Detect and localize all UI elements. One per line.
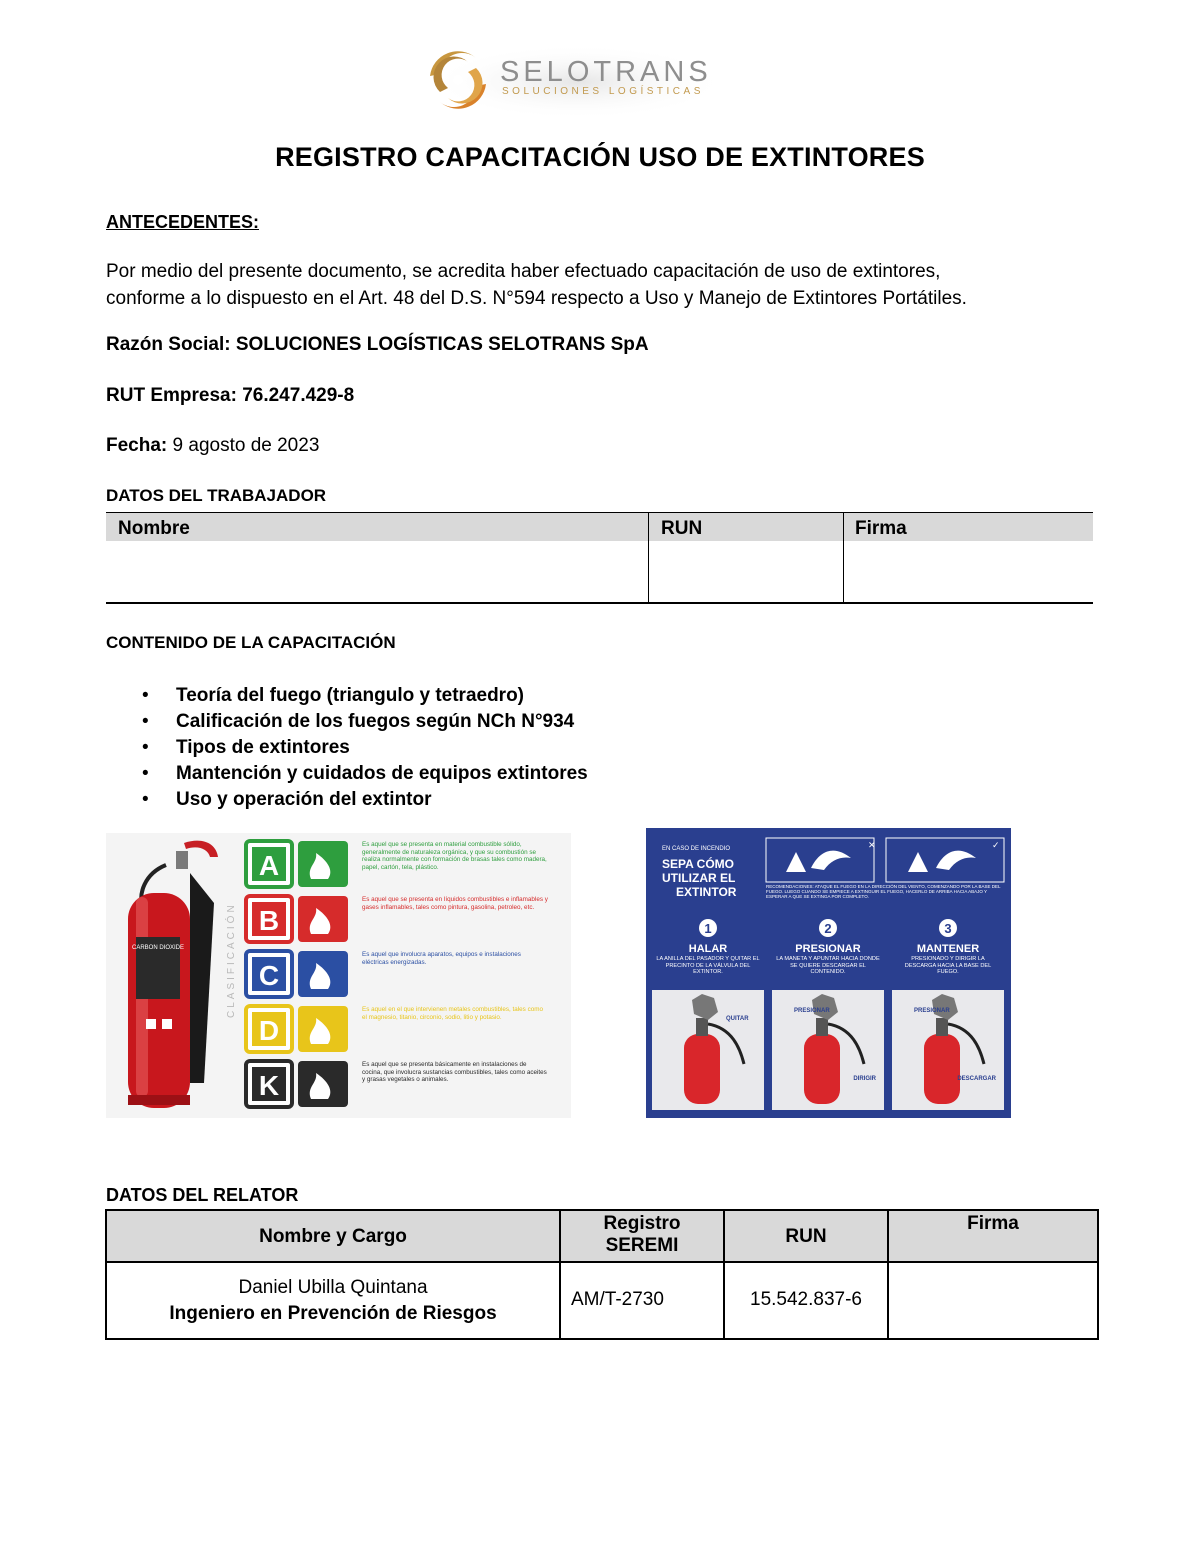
usage-top-small: EN CASO DE INCENDIO: [662, 846, 731, 852]
fire-class-letter: K: [258, 1070, 280, 1101]
fire-class-c: [246, 951, 548, 1001]
usage-title-line: UTILIZAR EL: [662, 871, 736, 885]
relator-registro: AM/T-2730: [571, 1289, 664, 1310]
table-bottom-border: [106, 602, 1093, 604]
contenido-list: [142, 683, 588, 813]
fire-class-letter: C: [258, 960, 280, 991]
extinguisher-icon: [924, 1034, 960, 1104]
usage-recommendation: RECOMENDACIONES: ATAQUE EL FUEGO EN LA DIRECCIÓN DEL VIENTO, COMENZANDO POR LA BASE DEL FUEGO. LUEGO CUANDO SE EMPIECE A EXTINGUIR EL FUEGO, HACERLO DE ARRIBA HACIA ABAJO Y ESPERAR A QUE SE EXTINGA POR COMPLETO.: [766, 884, 1001, 899]
usage-step-1: [652, 912, 764, 1110]
fire-classification-graphic: [106, 833, 571, 1118]
step-label: PRESIONAR: [794, 1008, 830, 1014]
logo-brand-text: SELOTRANS: [500, 56, 712, 88]
razon-social-value: SOLUCIONES LOGÍSTICAS SELOTRANS SpA: [235, 334, 649, 355]
col-header-run: RUN: [725, 1211, 887, 1262]
col-header-run: RUN: [649, 513, 843, 541]
fire-classification-image: [106, 833, 571, 1118]
list-item: • Tipos de extintores: [142, 735, 588, 761]
fecha-value: 9 agosto de 2023: [172, 435, 320, 456]
step-label: DIRIGIR: [853, 1076, 876, 1082]
usage-step-3: [892, 912, 1004, 1110]
col-header-registro: [561, 1211, 723, 1262]
usage-title-line: EXTINTOR: [676, 885, 737, 899]
usage-graphic: [646, 828, 1011, 1118]
fire-class-letter: B: [258, 905, 280, 936]
check-icon: ✓: [992, 840, 1000, 850]
step-number: 1: [704, 921, 712, 936]
rut-empresa-value: 76.247.429-8: [242, 385, 355, 406]
fecha-label: Fecha:: [106, 435, 168, 456]
worker-table: [106, 512, 1093, 604]
datos-relator-heading: DATOS DEL RELATOR: [106, 1185, 299, 1205]
fire-class-letter: D: [258, 1015, 280, 1046]
extinguisher-icon: [684, 1034, 720, 1104]
step-label: DESCARGAR: [957, 1076, 996, 1082]
paragraph-line-1: Por medio del presente documento, se acredita haber efectuado capacitación de uso de extintores,: [106, 261, 941, 282]
step-description: LA MANETA Y APUNTAR HACIA DONDE SE QUIERE DESCARGAR EL CONTENIDO.: [776, 956, 880, 976]
relator-nombre: Daniel Ubilla Quintana: [238, 1277, 428, 1298]
step-title: PRESIONAR: [795, 943, 861, 955]
cylinder-label: CARBON DIOXIDE: [131, 945, 185, 951]
usage-step-2: [772, 912, 884, 1110]
step-number: 2: [824, 921, 832, 936]
document-title: REGISTRO CAPACITACIÓN USO DE EXTINTORES: [275, 142, 925, 172]
column-divider: [723, 1211, 725, 1338]
col-header-nombre-cargo: Nombre y Cargo: [107, 1211, 559, 1262]
step-title: MANTENER: [916, 943, 980, 955]
step-description: LA ANILLA DEL PASADOR Y QUITAR EL PRECINTO DE LA VÁLVULA DEL EXTINTOR.: [656, 956, 760, 976]
fire-class-d: [246, 1006, 548, 1056]
step-description: PRESIONADO Y DIRIGIR LA DESCARGA HACIA LA BASE DEL FUEGO.: [904, 956, 992, 976]
fire-class-letter: A: [258, 850, 280, 881]
usage-steps: [652, 912, 1004, 1110]
datos-trabajador-heading: DATOS DEL TRABAJADOR: [106, 486, 327, 505]
fire-class-a: [246, 841, 548, 891]
list-item: • Teoría del fuego (triangulo y tetraedro): [142, 683, 588, 709]
col-header-firma: Firma: [843, 513, 1093, 541]
fire-class-description: Es aquel que se presenta en líquidos combustibles e inflamables y gases inflamables, tales como pintura, gasolina, petroleo, etc.: [362, 896, 548, 911]
relator-table: [105, 1209, 1099, 1340]
fire-classes: [246, 841, 548, 1111]
usage-title-line: SEPA CÓMO: [662, 857, 735, 871]
step-label: QUITAR: [726, 1016, 749, 1022]
step-number: 3: [944, 921, 952, 936]
fire-class-b: [246, 896, 548, 946]
relator-run: 15.542.837-6: [750, 1289, 862, 1310]
antecedentes-heading: ANTECEDENTES:: [106, 212, 260, 232]
registro-line-2: SEREMI: [605, 1235, 679, 1256]
razon-social-field: [106, 334, 649, 356]
antecedentes-paragraph: [106, 258, 1106, 312]
step-title: HALAR: [688, 943, 728, 955]
worker-firma-cell[interactable]: [844, 542, 1093, 602]
razon-social-label: Razón Social:: [106, 334, 231, 355]
col-header-firma: Firma: [889, 1211, 1097, 1262]
contenido-heading: CONTENIDO DE LA CAPACITACIÓN: [106, 633, 396, 652]
paragraph-line-2: conforme a lo dispuesto en el Art. 48 del D.S. N°594 respecto a Uso y Manejo de Extintores Portátiles.: [106, 288, 967, 309]
fire-class-description: Es aquel que involucra aparatos, equipos e instalaciones eléctricas energizadas.: [362, 951, 521, 966]
extinguisher-icon: [804, 1034, 840, 1104]
col-header-nombre: Nombre: [106, 513, 649, 541]
worker-run-cell[interactable]: [649, 542, 843, 602]
fire-class-description: Es aquel que se presenta en material combustible sólido, generalmente de naturaleza orgánica, y que su combustión se realiza normalmente con formación de brasas tales como madera, papel, cartón, tela, plástico.: [362, 841, 547, 871]
column-divider: [559, 1211, 561, 1338]
rut-empresa-field: [106, 385, 354, 407]
list-item: • Mantención y cuidados de equipos extintores: [142, 761, 588, 787]
worker-nombre-cell[interactable]: [106, 542, 648, 602]
wrong-icon: ✕: [868, 840, 876, 850]
list-item: • Uso y operación del extintor: [142, 787, 588, 813]
list-item: • Calificación de los fuegos según NCh N°934: [142, 709, 588, 735]
relator-nombre-cargo-cell: [107, 1275, 559, 1327]
fecha-field: [106, 435, 319, 457]
registro-line-1: Registro: [603, 1213, 681, 1234]
relator-cargo: Ingeniero en Prevención de Riesgos: [169, 1303, 497, 1324]
relator-firma-cell[interactable]: [889, 1263, 1097, 1338]
fire-class-k: [246, 1061, 548, 1111]
logo-tagline: SOLUCIONES LOGÍSTICAS: [502, 86, 704, 97]
fire-class-description: Es aquel que se presenta básicamente en instalaciones de cocina, que involucra sustancias combustibles, tales como aceites y grasas vegetales o animales.: [362, 1061, 547, 1084]
clasificacion-vertical-label: CLASIFICACIÓN: [226, 902, 237, 1018]
extinguisher-usage-image: [646, 828, 1011, 1118]
step-label: PRESIONAR: [914, 1008, 950, 1014]
fire-class-description: Es aquel en el que intervienen metales combustibles, tales como el magnesio, titanio, circonio, sodio, litio y potasio.: [362, 1006, 543, 1021]
rut-empresa-label: RUT Empresa:: [106, 385, 237, 406]
